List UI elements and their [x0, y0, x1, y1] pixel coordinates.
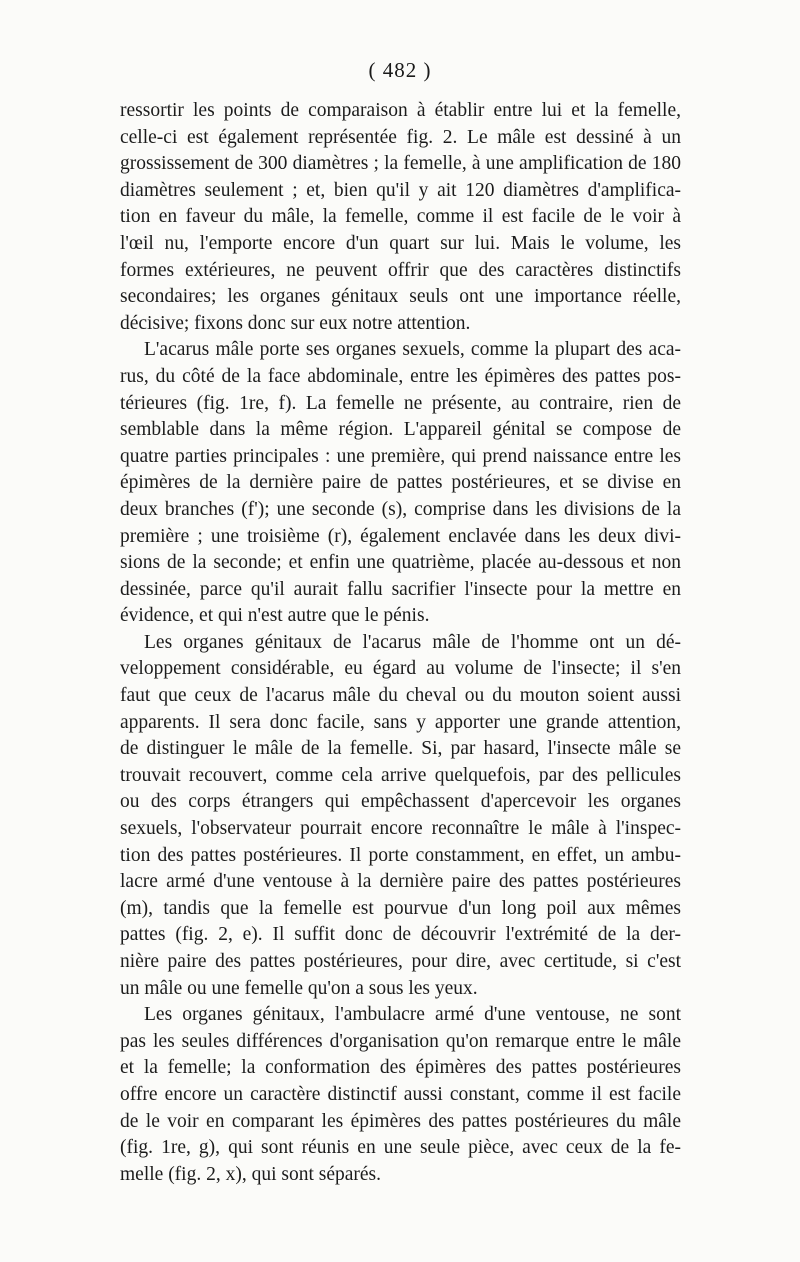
text-line: apparents. Il sera donc facile, sans y apporter une grande attention,	[120, 711, 681, 733]
text-line: tion en faveur du mâle, la femelle, comme il est facile de le voir à	[120, 206, 681, 228]
text-line: première ; une troisième (r), également enclavée dans les deux divi-	[120, 525, 681, 547]
text-line: dessinée, parce qu'il aurait fallu sacrifier l'insecte pour la mettre en	[120, 578, 681, 600]
text-line: grossissement de 300 diamètres ; la femelle, à une amplification de 180	[120, 153, 681, 175]
text-line: (fig. 1re, g), qui sont réunis en une seule pièce, avec ceux de la fe-	[120, 1137, 681, 1159]
text-line: térieures (fig. 1re, f). La femelle ne présente, au contraire, rien de	[120, 392, 681, 414]
text-line: Les organes génitaux de l'acarus mâle de l'homme ont un dé-	[144, 631, 681, 653]
body-text	[120, 98, 681, 1188]
paragraph-4	[120, 1002, 681, 1188]
text-line: formes extérieures, ne peuvent offrir que des caractères distinctifs	[120, 259, 681, 281]
text-line: semblable dans la même région. L'appareil génital se compose de	[120, 419, 681, 441]
text-line: sions de la seconde; et enfin une quatrième, placée au-dessous et non	[120, 552, 681, 574]
text-line: épimères de la dernière paire de pattes postérieures, et se divise en	[120, 472, 681, 494]
text-line: et la femelle; la conformation des épimères des pattes postérieures	[120, 1057, 681, 1079]
text-line: lacre armé d'une ventouse à la dernière paire des pattes postérieures	[120, 871, 681, 893]
paragraph-2	[120, 337, 681, 630]
text-line: décisive; fixons donc sur eux notre attention.	[120, 312, 471, 334]
text-line: veloppement considérable, eu égard au volume de l'insecte; il s'en	[120, 658, 681, 680]
paragraph-1	[120, 98, 681, 337]
text-line: trouvait recouvert, comme cela arrive quelquefois, par des pellicules	[120, 764, 681, 786]
text-line: faut que ceux de l'acarus mâle du cheval ou du mouton soient aussi	[120, 685, 681, 707]
text-line: secondaires; les organes génitaux seuls ont une importance réelle,	[120, 286, 681, 308]
text-line: nière paire des pattes postérieures, pour dire, avec certitude, si c'est	[120, 951, 681, 972]
text-line: deux branches (f'); une seconde (s), comprise dans les divisions de la	[120, 498, 681, 520]
text-line: (m), tandis que la femelle est pourvue d'un long poil aux mêmes	[120, 897, 681, 919]
paragraph-3	[120, 630, 681, 1002]
text-line: pattes (fig. 2, e). Il suffit donc de découvrir l'extrémité de la der-	[120, 924, 681, 946]
text-line: pas les seules différences d'organisation qu'on remarque entre le mâle	[120, 1030, 681, 1052]
text-line: diamètres seulement ; et, bien qu'il y ait 120 diamètres d'amplifica-	[120, 179, 681, 201]
text-line: sexuels, l'observateur pourrait encore reconnaître le mâle à l'inspec-	[120, 818, 681, 840]
text-line: offre encore un caractère distinctif aussi constant, comme il est facile	[120, 1083, 681, 1105]
text-line: tion des pattes postérieures. Il porte constamment, en effet, un ambu-	[120, 844, 681, 866]
text-line: rus, du côté de la face abdominale, entre les épimères des pattes pos-	[120, 365, 681, 387]
text-line: quatre parties principales : une première, qui prend naissance entre les	[120, 445, 681, 467]
page-number: ( 482 )	[368, 58, 432, 82]
text-line: l'œil nu, l'emporte encore d'un quart sur lui. Mais le volume, les	[120, 232, 681, 254]
text-line: celle-ci est également représentée fig. 2. Le mâle est dessiné à un	[120, 126, 681, 148]
text-line: un mâle ou une femelle qu'on a sous les yeux.	[120, 977, 478, 999]
text-line: Les organes génitaux, l'ambulacre armé d'une ventouse, ne sont	[144, 1004, 681, 1026]
text-line: ressortir les points de comparaison à établir entre lui et la femelle,	[120, 100, 681, 121]
text-line: melle (fig. 2, x), qui sont séparés.	[120, 1163, 382, 1185]
text-line: de distinguer le mâle de la femelle. Si, par hasard, l'insecte mâle se	[120, 738, 681, 760]
text-line: ou des corps étrangers qui empêchassent d'apercevoir les organes	[120, 791, 681, 813]
text-line: évidence, et qui n'est autre que le pénis.	[120, 605, 430, 627]
text-line: L'acarus mâle porte ses organes sexuels, comme la plupart des aca-	[144, 339, 681, 361]
text-line: de le voir en comparant les épimères des pattes postérieures du mâle	[120, 1110, 681, 1132]
